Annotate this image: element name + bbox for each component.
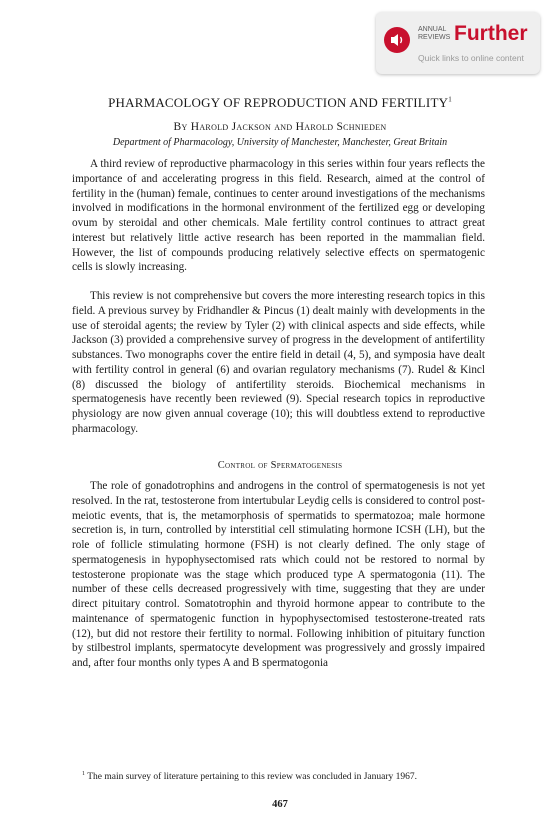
annual-reviews-logo [418, 26, 450, 42]
article-affiliation: Department of Pharmacology, University of Manchester, Manchester, Great Britain [112, 137, 448, 148]
further-badge[interactable] [376, 12, 540, 74]
section-heading: Control of Spermatogenesis [217, 460, 343, 471]
body-paragraph-2: This review is not comprehensive but covers the more interesting research topics in this field. A previous survey by Fridhandler & Pincus (1) dealt mainly with developments in the use of steroidal agents; the review by Tyler (2) with clinical aspects and side effects, while Jackson (3) provided a comprehensive survey of progress in the development of antifertility substances. Two monographs cover the entire field in detail (4, 5), and symposia have dealt with fertility control in general (6) and ovarian regulatory mechanisms (7). Rudel & Kincl (8) discussed the biology of antifertility steroids. Biochemical mechanisms in spermatogenesis have recently been reviewed (9). Special research topics in reproductive physiology are now given annual coverage (10); this will doubtless extend to reproductive pharmacology. [72, 290, 485, 435]
article-authors: By Harold Jackson and Harold Schnieden [173, 121, 387, 133]
speaker-icon [384, 27, 410, 53]
brand-line-annual: ANNUAL [418, 26, 447, 33]
article-title [64, 95, 496, 111]
further-subtitle: Quick links to online content [418, 53, 524, 63]
brand-line-reviews: REVIEWS [418, 34, 451, 41]
section-paragraph-1: The role of gonadotrophins and androgens in the control of spermatogenesis is not yet resolved. In the rat, testosterone from intertubular Leydig cells is considered to control post-meiotic events, that is, the metamorphosis of spermatids to spermatozoa; male hormone secretion is, in turn, controlled by interstitial cell stimulating hormone ICSH (LH), but the role of follicle stimulating hormone (FSH) is not clearly defined. The only stage of spermatogenesis in hypophysectomised rats which could not be restored to normal by testosterone propionate was the stage which produced type A spermatogonia (11). The number of these cells decreased progressively with time, suggesting that they are under direct pituitary control. Somatotrophin and thyroid hormone appear to contribute to the maintenance of spermatogenic function in hypophysectomised testosterone-treated rats (12), but did not restore their fertility to normal. Following inhibition of pituitary function by stilbestrol implants, spermatocyte development was progressively and grossly impaired and, after four months only types A and B spermatogonia [72, 480, 485, 669]
footnote [72, 768, 485, 784]
body-paragraph-1: A third review of reproductive pharmacology in this series within four years reflects the importance of and accelerating progress in this field. Research, aimed at the control of fertility in the (human) female, continues to center around investigations of the mechanisms involved in modifications in the hormonal environment of the fertilized egg or developing ovum by steroidal and other chemicals. Male fertility control continues to attract great interest but relatively little active research has been reported in the mammalian field. However, the list of compounds producing relatively selective effects on spermatogenic cells is slowly increasing. [72, 158, 485, 274]
page-number: 467 [272, 799, 288, 810]
further-word: Further [454, 22, 528, 45]
footnote-text: The main survey of literature pertaining to this review was concluded in January 1967. [87, 772, 417, 783]
footnote-mark: 1 [82, 771, 85, 777]
title-footnote-mark: 1 [448, 95, 452, 104]
article-title-text: PHARMACOLOGY OF REPRODUCTION AND FERTILITY [108, 95, 449, 110]
